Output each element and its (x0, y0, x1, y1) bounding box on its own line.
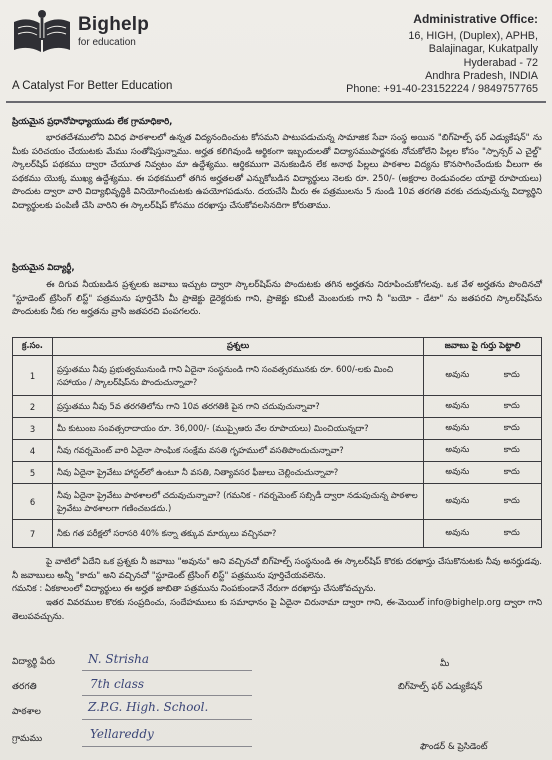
yes-option[interactable]: అవును (445, 495, 470, 505)
school-value[interactable]: Z.P.G. High. School. (88, 700, 209, 714)
office-line: Hyderabad - 72 (463, 56, 538, 69)
bighelp-logo (12, 8, 72, 58)
label-class: తరగతి (12, 682, 37, 692)
row-question: ప్రస్తుతము నీవు ప్రభుత్వమునుండి గాని ఏదైనా సంస్థనుండి గాని సంవత్సరమునకు రూ. 600/-లకు మించి సహాయం / స్కాలర్‌షిప్‌ను పొందుచున్నావా? (52, 356, 423, 396)
brand-subtitle: for education (78, 37, 136, 48)
row-question: నీకు గత పరీక్షలో సరాసరి 40% కన్నా తక్కువ మార్కులు వచ్చినవా? (52, 520, 423, 548)
row-number: 4 (13, 440, 53, 462)
office-line: 16, HIGH, (Duplex), APHB, (408, 30, 538, 43)
row-number: 5 (13, 462, 53, 484)
name-underline (82, 670, 252, 671)
office-line: Andhra Pradesh, INDIA (425, 69, 538, 82)
answer-cell (424, 396, 542, 418)
answer-cell (424, 520, 542, 548)
contact-paragraph: ఇతర వివరముల కొరకు సంప్రదించు, సందేహములు కు సమాధానం పై ఏదైనా చిరునామా ద్వారా గాని, ఈ-మెయిల్ info@bighelp.org ద్వారా గాని తెలుపవచ్చును. (12, 598, 542, 622)
no-option[interactable]: కాదు (503, 444, 520, 454)
answer-cell (424, 462, 542, 484)
student-paragraph: ఈ దిగువ నీయబడిన ప్రశ్నలకు జవాబు ఇచ్చుట ద్వారా స్కాలర్‌షిప్‌ను పొందుటకు తగిన అర్హతను నిరూపించుకోగలవు. ఒక వేళ అర్హతను పొందినచో "స్టూడెంట్ ట్రేసింగ్ లిస్ట్" పత్రమును పూర్తిచేసి మీ ప్రాజెక్టు డైరెక్టరుకు గాని, ప్రాజెక్టు కమిటీ మెంబరుకు గాని నీ "బయో - డేటా" ను జతపరచి స్కాలర్‌షిప్‌ను పొందుటకు నీకు గల అర్హతను వ్రాసి జతపరచి పంపగలరు. (12, 280, 542, 317)
table-row (13, 462, 542, 484)
answer-cell (424, 440, 542, 462)
closing-yours: మీ (440, 659, 450, 669)
instructions-paragraph: పై వాటిలో ఏదేని ఒక ప్రశ్నకు నీ జవాబు "అవును" అని వచ్చినచో బిగ్‌హెల్ప్ సంస్థనుండి ఈ స్కాలర్‌షిప్ కొరకు దరఖాస్తు చేసుకొనుటకు నీవు అనర్హుడవు. నీ జవాబులు అన్నీ "కాదు" అని వచ్చినచో "స్టూడెంట్ ట్రేసింగ్ లిస్ట్" పత్రమును పూర్తిచేయవలెను. (12, 557, 542, 581)
table-row (13, 484, 542, 520)
row-question: ప్రస్తుతము నీవు 5వ తరగతిలోను గాని 10వ తరగతికి పైన గాని చదువుచున్నావా? (52, 396, 423, 418)
row-number: 7 (13, 520, 53, 548)
table-row (13, 440, 542, 462)
eligibility-table (12, 337, 542, 548)
header-divider (6, 101, 546, 103)
tagline: A Catalyst For Better Education (12, 80, 173, 92)
class-value[interactable]: 7th class (90, 677, 145, 691)
closing-signatory: ఫౌండర్ & ప్రెసిడెంట్ (420, 742, 488, 752)
intro-paragraph: భారతదేశములోని వివిధ పాఠశాలలో ఉన్నత విద్యనందించుట కోసమని పాటుపడుచున్న సామాజిక సేవా సంస్థ అయిన "బిగ్‌హెల్ప్ ఫర్ ఎడ్యుకేషన్" ను మీకు పరిచయం చేయుటకు మేము సంతోషిస్తున్నాము. అర్హత కలిగివుండి ఆర్థికంగా ఇబ్బందులతో విద్యాసముపార్జనకు నోచుకోలేని పిల్లల కోసం "స్పాన్సర్ ఎ చైల్డ్" స్కాలర్‌షిప్ పథకము ద్వారా చేయూత నివ్వటం మా ఉద్దేశ్యము. ఆర్థికముగా వెనుకబడిన లేక అనాథ పిల్లలు పాఠశాల విద్యను కొనసాగించేందుకు వీలుగా ఈ పథకము యొక్క ముఖ్య ఉద్దేశ్యము. ఈ పథకములో తగిన అర్హతలతో ఎన్నుకోబడిన విద్యార్థులు నెలకు రూ. 250/- (అక్షరాల రెండువందల యాభై రూపాయలు) పొందుట ద్వారా వారి విద్యాభివృద్ధికి వినియోగించుటకు ఉపయోగపడును. దయచేసి మీరు ఈ పత్రములను 5 నుండి 10వ తరగతి వరకు చదువుచున్న విద్యార్థిని విద్యార్థులకు పంపిణీ చేసి వారిని ఈ స్కాలర్‌షిప్ కోసము దరఖాస్తు చేసుకోవలసినదిగా కోరుతాము. (12, 133, 542, 211)
bighelp-logo-icon (12, 8, 72, 58)
row-question: మీ కుటుంబ సంవత్సరాదాయం రూ. 36,000/- (ముప్పైఆరు వేల రూపాయలు) మించియున్నదా? (52, 418, 423, 440)
table-row (13, 356, 542, 396)
no-option[interactable]: కాదు (503, 400, 520, 410)
yes-option[interactable]: అవును (445, 369, 470, 379)
table-row (13, 418, 542, 440)
village-value[interactable]: Yellareddy (90, 727, 154, 741)
col-header-answer: జవాబు పై గుర్తు పెట్టాలి (424, 338, 542, 356)
row-question: నీవు ఏదైనా ప్రైవేటు హాస్టల్‌లో ఉంటూ నీ వసతి, నిత్యావసర ఫీజులు చెల్లించుచున్నావా? (52, 462, 423, 484)
brand (78, 14, 149, 48)
yes-option[interactable]: అవును (445, 444, 470, 454)
answer-cell (424, 484, 542, 520)
class-underline (82, 695, 252, 696)
table-header-row (13, 338, 542, 356)
brand-name: Bighelp (78, 14, 150, 35)
answer-cell (424, 418, 542, 440)
row-number: 6 (13, 484, 53, 520)
no-option[interactable]: కాదు (503, 495, 520, 505)
row-number: 3 (13, 418, 53, 440)
col-header-serial: క్ర.సం. (13, 338, 53, 356)
label-school: పాఠశాల (12, 707, 41, 717)
row-question: నీవు గవర్నమెంట్ వారి ఏదైనా సాంఘిక సంక్షేమ వసతి గృహములో వసతిపొందుచున్నావా? (52, 440, 423, 462)
office-address (346, 13, 538, 96)
school-underline (82, 719, 252, 720)
answer-cell (424, 356, 542, 396)
yes-option[interactable]: అవును (445, 422, 470, 432)
label-student-name: విద్యార్థి పేరు (12, 657, 55, 667)
note-text: గమనిక : ఏకకాలంలో విద్యార్థులు ఈ అర్హత జాబితా పత్రమును నింపకుండానే నేరుగా దరఖాస్తు చేసుకోవచ్చును. (12, 584, 376, 594)
yes-option[interactable]: అవును (445, 466, 470, 476)
no-option[interactable]: కాదు (503, 422, 520, 432)
village-underline (82, 746, 252, 747)
no-option[interactable]: కాదు (503, 466, 520, 476)
closing-org: బిగ్‌హెల్ప్ ఫర్ ఎడ్యుకేషన్ (398, 682, 483, 692)
row-number: 2 (13, 396, 53, 418)
table-row (13, 396, 542, 418)
table-row (13, 520, 542, 548)
no-option[interactable]: కాదు (503, 369, 520, 379)
col-header-questions: ప్రశ్నలు (52, 338, 423, 356)
no-option[interactable]: కాదు (503, 527, 520, 537)
student-name-value[interactable]: N. Strisha (88, 652, 150, 666)
label-village: గ్రామము (12, 734, 43, 744)
row-number: 1 (13, 356, 53, 396)
row-question: నీవు ఏదైనా ప్రైవేటు పాఠశాలలో చదువుచున్నావా? (గమనిక - గవర్నమెంట్ సబ్సిడీ ద్వారా నడుపుచున్న పాఠశాల ప్రైవేటు పాఠశాలగా గణించబడదు.) (52, 484, 423, 520)
office-line: Balajinagar, Kukatpally (428, 43, 538, 56)
salutation-headmaster: ప్రియమైన ప్రధానోపాధ్యాయుడు లేక గ్రామాధికారి, (12, 117, 173, 127)
yes-option[interactable]: అవును (445, 400, 470, 410)
yes-option[interactable]: అవును (445, 527, 470, 537)
office-title: Administrative Office: (413, 12, 538, 26)
salutation-student: ప్రియమైన విద్యార్థీ, (12, 263, 75, 273)
office-phone: Phone: +91-40-23152224 / 9849757765 (346, 83, 538, 96)
